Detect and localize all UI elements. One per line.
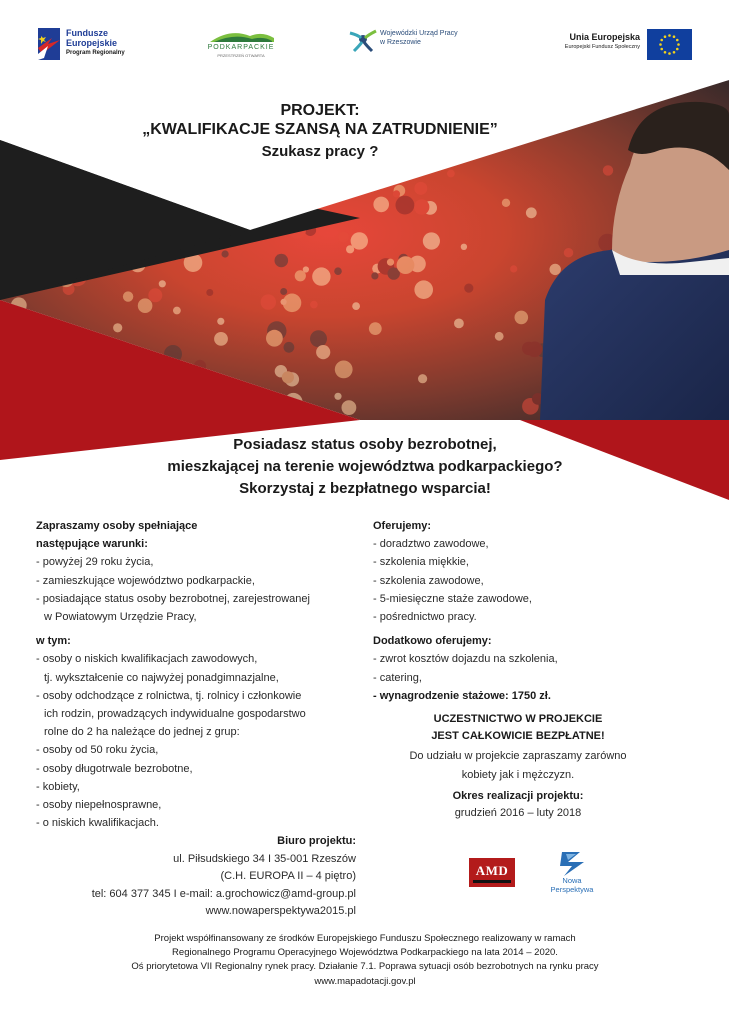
crowd-bokeh: [510, 265, 517, 272]
condition-item-continued: w Powiatowym Urzędzie Pracy,: [44, 611, 197, 624]
offer-heading: Oferujemy:: [373, 520, 432, 532]
footer-line1: Projekt współfinansowany ze środków Europejskiego Funduszu Społecznego realizowany w ramach: [154, 933, 576, 944]
project-office: [20, 833, 356, 921]
crowd-bokeh: [282, 371, 294, 383]
eu-star-icon: [673, 35, 676, 38]
crowd-bokeh: [334, 267, 342, 275]
funding-footer: [60, 932, 670, 989]
office-website-link[interactable]: www.nowaperspektywa2015.pl: [205, 905, 356, 917]
participation-line2: JEST CAŁKOWICIE BEZPŁATNE!: [431, 729, 605, 742]
wup-text: [380, 29, 458, 47]
crowd-bokeh: [371, 272, 378, 279]
crowd-bokeh: [138, 298, 153, 313]
crowd-bokeh: [280, 288, 287, 295]
crowd-bokeh: [173, 307, 181, 315]
crowd-bokeh: [393, 190, 400, 197]
podkarpackie-logo: [200, 28, 282, 62]
crowd-bokeh: [373, 197, 389, 213]
crowd-bokeh: [564, 248, 573, 257]
wup-logo: [348, 27, 478, 57]
offer-item: - szkolenia miękkie,: [373, 556, 469, 569]
eu-star-icon: [668, 34, 671, 37]
crowd-bokeh: [266, 330, 283, 347]
eu-star-icon: [664, 35, 667, 38]
crowd-bokeh: [295, 270, 306, 281]
crowd-bokeh: [414, 199, 429, 214]
period-heading: Okres realizacji projektu:: [452, 790, 584, 802]
crowd-bokeh: [369, 322, 382, 335]
participation-line3: Do udziału w projekcie zapraszamy zarówno: [409, 750, 627, 762]
wup-line1: Wojewódzki Urząd Pracy: [380, 30, 458, 37]
logo-strip: [0, 0, 729, 80]
crowd-bokeh: [527, 342, 543, 358]
group-item: - osoby niepełnosprawne,: [36, 799, 162, 812]
np-line2: Perspektywa: [550, 885, 594, 894]
group-item: - osoby od 50 roku życia,: [36, 744, 159, 757]
project-headline: [40, 101, 600, 162]
fundusze-europejskie-text: [66, 28, 125, 58]
stipend-item: - wynagrodzenie stażowe: 1750 zł.: [373, 689, 551, 702]
ue-text: [544, 32, 640, 51]
headline-question: Szukasz pracy ?: [261, 143, 379, 160]
podkarpackie-name: PODKARPACKIE: [207, 44, 275, 51]
eu-star-icon: [668, 52, 671, 55]
crowd-bokeh: [113, 323, 122, 332]
crowd-bokeh: [310, 330, 327, 347]
condition-item: - zamieszkujące województwo podkarpackie,: [36, 574, 255, 587]
footer-website-link[interactable]: www.mapadotacji.gov.pl: [314, 975, 416, 987]
crowd-bokeh: [310, 301, 318, 309]
crowd-bokeh: [281, 299, 287, 305]
offer-item: - szkolenia zawodowe,: [373, 574, 484, 587]
offer-item: - doradztwo zawodowe,: [373, 538, 489, 551]
crowd-bokeh: [123, 291, 133, 301]
fe-flag-icon: [38, 28, 60, 60]
crowd-bokeh: [550, 264, 561, 275]
group-item: - osoby o niskich kwalifikacjach zawodowych,: [36, 653, 258, 666]
group-item: - kobiety,: [36, 780, 80, 793]
crowd-bokeh: [351, 232, 368, 249]
crowd-bokeh: [261, 294, 276, 309]
amd-logo-text: AMD: [475, 863, 509, 878]
participation-line1: UCZESTNICTWO W PROJEKCIE: [433, 713, 603, 725]
extra-offer-heading: Dodatkowo oferujemy:: [373, 635, 492, 648]
crowd-bokeh: [275, 254, 289, 268]
fundusze-europejskie-logo: [38, 28, 60, 60]
offer-item: - pośrednictwo pracy.: [373, 611, 477, 624]
amd-logo: [469, 858, 515, 887]
wup-emblem-icon: [348, 27, 378, 53]
offer-column: [373, 517, 673, 705]
crowd-bokeh: [495, 332, 504, 341]
eu-star-icon: [659, 43, 662, 46]
ue-title: Unia Europejska: [569, 32, 640, 42]
groups-heading: w tym:: [36, 635, 71, 648]
extra-offer-item: - catering,: [373, 671, 422, 684]
crowd-bokeh: [148, 288, 162, 302]
nowa-perspektywa-logo: [546, 876, 598, 894]
crowd-bokeh: [159, 280, 166, 287]
participation-block: [373, 711, 663, 783]
crowd-bokeh: [464, 284, 473, 293]
crowd-bokeh: [214, 332, 228, 346]
office-contact[interactable]: tel: 604 377 345 I e-mail: a.grochowicz@amd-group.pl: [91, 887, 356, 900]
wup-line2: w Rzeszowie: [380, 39, 421, 46]
eligibility-heading-line1: Zapraszamy osoby spełniające: [36, 520, 198, 532]
crowd-bokeh: [397, 256, 415, 274]
office-address: ul. Piłsudskiego 34 I 35-001 Rzeszów: [173, 852, 356, 865]
crowd-bokeh: [334, 393, 341, 400]
footer-line2: Regionalnego Programu Operacyjnego Województwa Podkarpackiego na lata 2014 – 2020.: [172, 947, 558, 959]
project-period: [373, 788, 663, 821]
group-item: - o niskich kwalifikacjach.: [36, 817, 159, 830]
project-title: „KWALIFIKACJE SZANSĄ NA ZATRUDNIENIE”: [142, 121, 498, 138]
fe-line1: Fundusze: [66, 28, 108, 38]
headline-label: PROJEKT:: [280, 102, 360, 119]
crowd-bokeh: [342, 400, 357, 415]
crowd-bokeh: [284, 342, 295, 353]
group-item: - osoby odchodzące z rolnictwa, tj. rolnicy i członkowie: [36, 689, 302, 702]
group-item: - osoby długotrwale bezrobotne,: [36, 762, 193, 775]
crowd-bokeh: [447, 170, 455, 178]
crowd-bokeh: [338, 232, 349, 243]
extra-offer-item: - zwrot kosztów dojazdu na szkolenia,: [373, 653, 558, 666]
crowd-bokeh: [414, 280, 433, 299]
eu-star-icon: [676, 39, 679, 42]
podkarpackie-tagline: PRZESTRZEŃ OTWARTA: [217, 53, 265, 58]
eligibility-heading-line2: następujące warunki:: [36, 538, 148, 551]
office-heading: Biuro projektu:: [277, 835, 356, 847]
crowd-bokeh: [316, 345, 330, 359]
condition-item: - posiadające status osoby bezrobotnej, zarejestrowanej: [36, 592, 310, 605]
lead-line3: Skorzystaj z bezpłatnego wsparcia!: [239, 480, 491, 497]
fe-line2: Europejskie: [66, 38, 118, 48]
eu-star-icon: [673, 51, 676, 54]
lead-line1: Posiadasz status osoby bezrobotnej,: [233, 436, 497, 453]
participation-line4: kobiety jak i mężczyzn.: [461, 768, 575, 781]
lead-text: [60, 434, 670, 500]
office-building: (C.H. EUROPA II – 4 piętro): [220, 870, 356, 882]
eu-star-icon: [676, 48, 679, 51]
group-item-continued: rolne do 2 ha należące do jednej z grup:: [44, 726, 240, 739]
np-line1: Nowa: [562, 876, 582, 885]
crowd-bokeh: [352, 302, 360, 310]
nowa-perspektywa-icon: [558, 852, 586, 876]
condition-item: - powyżej 29 roku życia,: [36, 556, 154, 569]
crowd-bokeh: [387, 259, 394, 266]
crowd-bokeh: [335, 361, 353, 379]
crowd-bokeh: [312, 267, 330, 285]
crowd-bokeh: [526, 207, 537, 218]
eu-star-icon: [660, 39, 663, 42]
group-item-continued: ich rodzin, prowadzących indywidualne gospodarstwo: [44, 708, 306, 721]
crowd-bokeh: [222, 250, 229, 257]
period-value: grudzień 2016 – luty 2018: [454, 806, 582, 819]
crowd-bokeh: [396, 196, 415, 215]
crowd-bokeh: [418, 374, 427, 383]
crowd-bokeh: [217, 318, 224, 325]
podkarpackie-mountains-icon: [200, 28, 282, 44]
crowd-bokeh: [414, 182, 427, 195]
eu-star-icon: [660, 48, 663, 51]
crowd-bokeh: [206, 289, 213, 296]
crowd-bokeh: [502, 199, 510, 207]
crowd-bokeh: [515, 311, 529, 325]
offer-item: - 5-miesięczne staże zawodowe,: [373, 592, 532, 605]
eligibility-column: [36, 517, 366, 832]
footer-line3: Oś priorytetowa VII Regionalny rynek pracy. Działanie 7.1. Poprawa sytuacji osób bezrobotnych na rynku pracy: [131, 961, 599, 973]
eu-flag-icon: [647, 29, 692, 60]
crowd-bokeh: [454, 319, 464, 329]
eu-star-icon: [664, 51, 667, 54]
eu-star-icon: [677, 43, 680, 46]
crowd-bokeh: [461, 244, 467, 250]
group-item-continued: tj. wykształcenie co najwyżej ponadgimnazjalne,: [44, 671, 279, 684]
fe-line3: Program Regionalny: [66, 50, 125, 56]
lead-line2: mieszkającej na terenie województwa podkarpackiego?: [167, 458, 563, 475]
crowd-bokeh: [603, 165, 613, 175]
crowd-bokeh: [423, 232, 440, 249]
ue-subtitle: Europejski Fundusz Społeczny: [564, 44, 640, 50]
